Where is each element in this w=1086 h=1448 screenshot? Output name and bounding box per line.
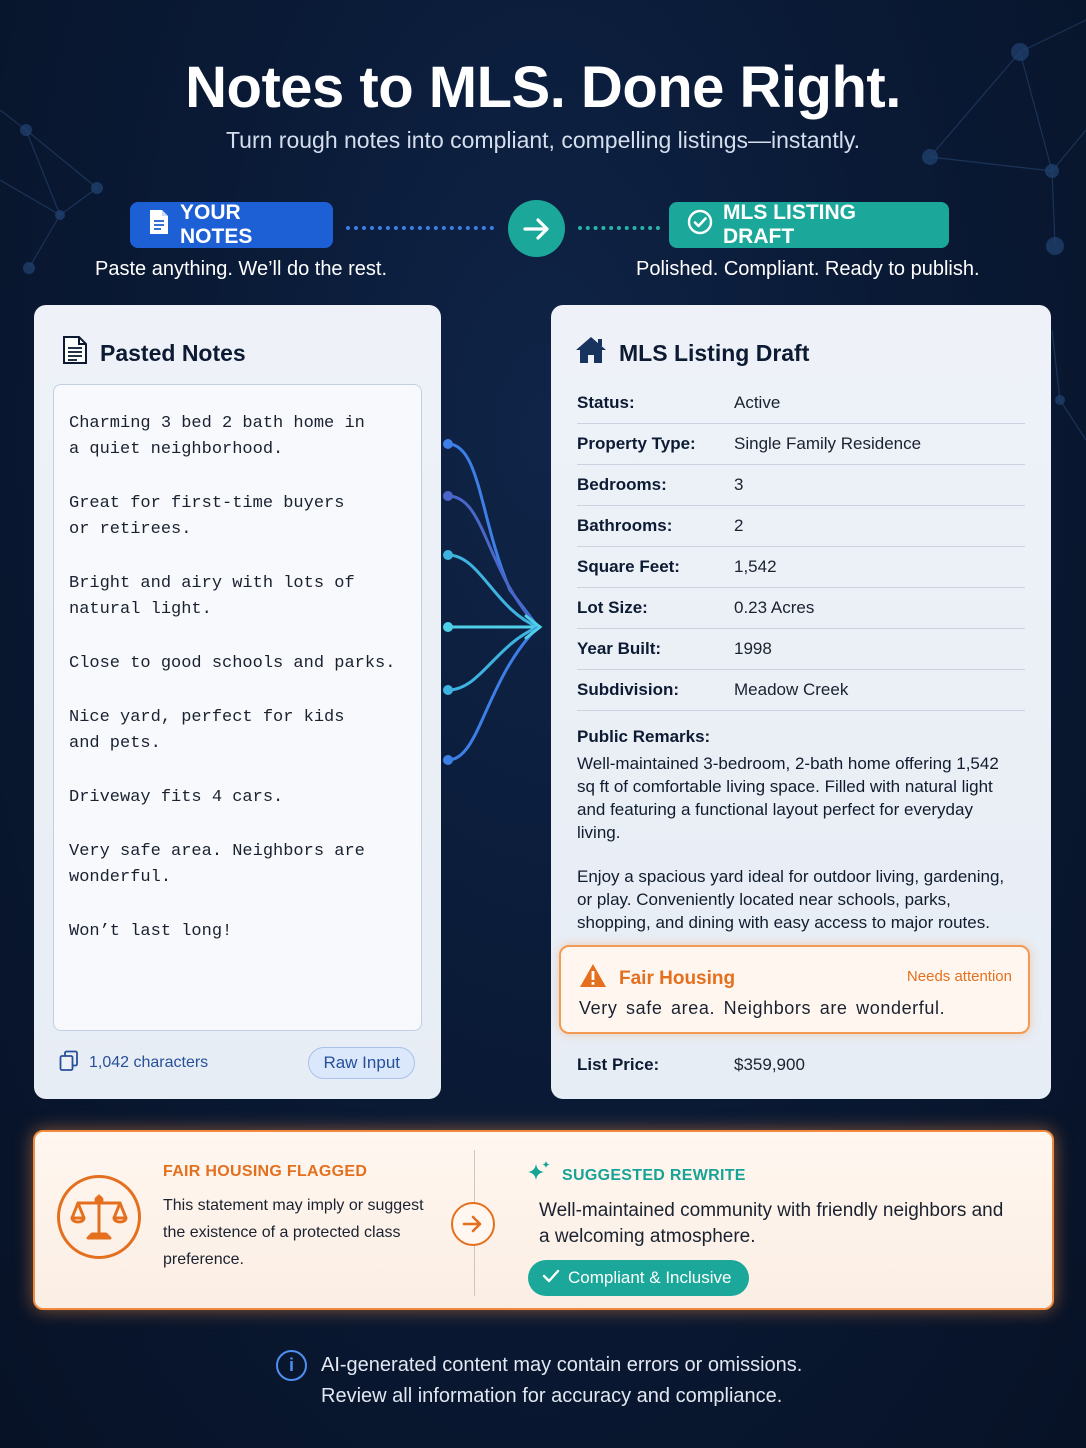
character-count-text: 1,042 characters [89,1054,209,1071]
field-row-square-feet [577,547,1025,588]
checkmark-icon [542,1268,560,1288]
field-row-subdivision [577,670,1025,711]
note-line: Close to good schools and parks. [69,654,396,673]
needs-attention-status: Needs attention [906,968,1012,985]
field-label: Lot Size: [577,598,648,617]
note-line: Very safe area. Neighbors are wonderful. [69,842,365,887]
flow-dots-left [346,226,494,230]
field-row-year-built [577,629,1025,670]
note-line: Nice yard, perfect for kids and pets. [69,708,345,753]
suggested-rewrite-label: SUGGESTED REWRITE [562,1166,746,1184]
compliant-inclusive-badge[interactable] [528,1260,749,1296]
compliant-inclusive-label: Compliant & Inclusive [568,1268,732,1287]
fair-housing-alert[interactable] [559,945,1030,1034]
connector-lines [440,430,550,775]
scale-icon [57,1175,141,1259]
field-row-lot-size [577,588,1025,629]
page-subtitle: Turn rough notes into compliant, compelling listings—instantly. [225,127,861,153]
listing-fields [577,383,1025,711]
field-value[interactable]: 2 [734,516,744,535]
disclaimer-line: Review all information for accuracy and compliance. [321,1385,783,1407]
flag-title: FAIR HOUSING FLAGGED [163,1163,368,1180]
pasted-notes-title: Pasted Notes [100,339,246,366]
field-value[interactable]: Meadow Creek [734,680,849,699]
document-icon [148,209,170,241]
public-remarks-label: Public Remarks: [577,727,711,746]
field-label: Bedrooms: [577,475,667,494]
field-label: Square Feet: [577,557,680,576]
disclaimer-line: AI-generated content may contain errors or omissions. [321,1354,803,1376]
mls-listing-draft-label: MLS LISTING DRAFT [723,201,856,248]
your-notes-pill[interactable] [130,202,333,248]
fair-housing-alert-label: Fair Housing [619,967,736,989]
notes-footer [59,1047,415,1079]
field-label: Status: [577,393,635,412]
pasted-notes-card [34,305,441,1099]
mls-listing-card [551,305,1051,1099]
character-count [59,1050,208,1077]
page-title: Notes to MLS. Done Right. [185,55,901,120]
flagged-text: Very safe area. Neighbors are wonderful. [579,998,946,1018]
notes-tagline: Paste anything. We’ll do the rest. [95,258,388,280]
note-line: Charming 3 bed 2 bath home in a quiet neighborhood. [69,414,365,459]
check-circle-icon [687,209,713,241]
warning-icon [579,963,607,994]
field-value[interactable]: 3 [734,475,744,494]
public-remarks[interactable] [577,725,1017,955]
note-line: Great for first-time buyers or retirees. [69,494,345,539]
notes-document-icon [62,335,88,371]
field-label: Subdivision: [577,680,679,699]
ai-disclaimer [276,1350,802,1412]
mls-listing-title: MLS Listing Draft [619,339,810,366]
your-notes-label: YOUR NOTES [180,201,253,248]
note-line: Driveway fits 4 cars. [69,788,284,807]
field-value[interactable]: Single Family Residence [734,434,922,453]
remarks-paragraph: Enjoy a spacious yard ideal for outdoor living, gardening, or play. Conveniently located near schools, parks, shopping, and dining with easy access to major routes. [577,867,1005,932]
list-price-row [577,1055,805,1075]
house-icon [575,335,607,371]
field-row-bedrooms [577,465,1025,506]
field-row-property-type [577,424,1025,465]
suggested-rewrite-title [526,1160,746,1191]
field-label: Bathrooms: [577,516,673,535]
suggested-rewrite-text[interactable]: Well-maintained community with friendly neighbors and a welcoming atmosphere. [539,1200,1004,1247]
field-row-bathrooms [577,506,1025,547]
field-value[interactable]: 0.23 Acres [734,598,815,617]
mls-listing-draft-pill[interactable] [669,202,949,248]
field-value[interactable]: Active [734,393,781,412]
info-icon: i [276,1350,307,1381]
list-price-label: List Price: [577,1055,660,1074]
flow-arrow-icon [508,200,565,257]
list-price-value[interactable]: $359,900 [734,1055,805,1074]
fair-housing-flag-panel [33,1130,1054,1310]
pasted-notes-header [62,335,246,371]
mls-listing-header [575,335,809,371]
arrow-right-icon [451,1202,495,1246]
copy-icon [59,1050,79,1077]
flag-description: This statement may imply or suggest the existence of a protected class preference. [163,1197,424,1268]
field-value[interactable]: 1,542 [734,557,777,576]
note-line: Bright and airy with lots of natural light. [69,574,355,619]
mls-tagline: Polished. Compliant. Ready to publish. [636,258,980,280]
flow-dots-right [578,226,660,230]
field-label: Property Type: [577,434,696,453]
sparkle-icon [526,1160,552,1191]
raw-input-badge: Raw Input [308,1047,415,1079]
field-value[interactable]: 1998 [734,639,772,658]
notes-textarea[interactable] [53,384,422,1031]
field-label: Year Built: [577,639,662,658]
remarks-paragraph: Well-maintained 3-bedroom, 2-bath home offering 1,542 sq ft of comfortable living space. Filled with natural light and featuring a functional layout perfect for everyday living. [577,754,999,842]
note-line: Won’t last long! [69,922,233,941]
fair-housing-alert-title [579,963,735,994]
field-row-status [577,383,1025,424]
